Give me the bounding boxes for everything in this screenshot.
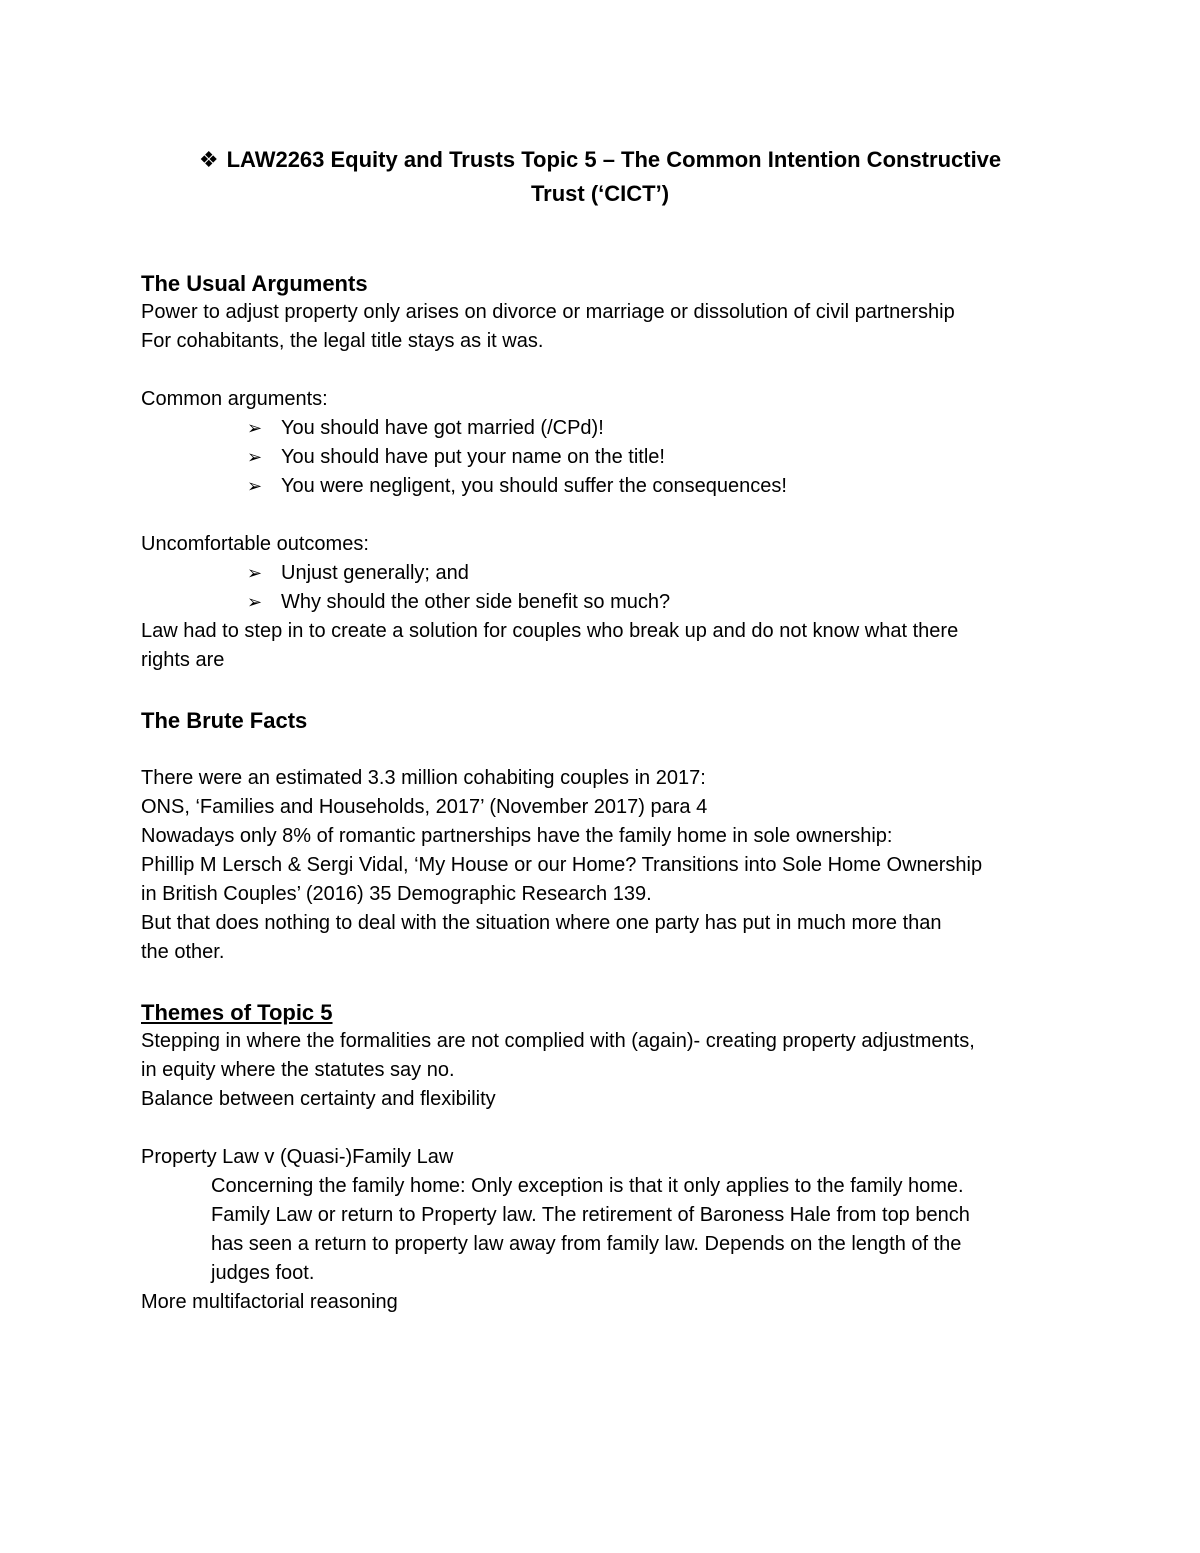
paragraph-text: rights are — [141, 649, 225, 671]
title-text-1: LAW2263 Equity and Trusts Topic 5 – The Common Intention Constructive — [226, 147, 1002, 172]
list-item-text: You should have put your name on the title! — [281, 446, 665, 468]
list-item — [141, 559, 1071, 588]
paragraph-text: For cohabitants, the legal title stays as it was. — [141, 330, 544, 352]
list-item — [141, 588, 1071, 617]
heading-themes-of-topic-5: Themes of Topic 5 — [141, 1000, 333, 1025]
list-item-text: Unjust generally; and — [281, 562, 469, 584]
list-item-text: Why should the other side benefit so much? — [281, 591, 671, 613]
uncomfortable-outcomes-label: Uncomfortable outcomes: — [141, 533, 369, 555]
paragraph-text: There were an estimated 3.3 million cohabiting couples in 2017: — [141, 767, 706, 789]
title-line-1 — [140, 143, 1060, 177]
paragraph-text: ONS, ‘Families and Households, 2017’ (November 2017) para 4 — [141, 796, 708, 818]
paragraph-text: But that does nothing to deal with the situation where one party has put in much more than — [141, 912, 942, 934]
paragraph-text: Stepping in where the formalities are not complied with (again)- creating property adjustments, — [141, 1030, 975, 1052]
list-item — [141, 472, 1071, 501]
document-body — [141, 269, 1071, 1317]
list-item — [141, 443, 1071, 472]
list-item — [141, 414, 1071, 443]
arrow-bullet-icon: ➢ — [247, 418, 263, 438]
arrow-bullet-icon: ➢ — [247, 563, 263, 583]
indented-text: Family Law or return to Property law. The retirement of Baroness Hale from top bench — [211, 1204, 970, 1226]
diamond-bullet-icon: ❖ — [198, 147, 219, 172]
paragraph-text: Nowadays only 8% of romantic partnerships have the family home in sole ownership: — [141, 825, 893, 847]
paragraph-text: in British Couples’ (2016) 35 Demographic Research 139. — [141, 883, 652, 905]
paragraph-text: Property Law v (Quasi-)Family Law — [141, 1146, 454, 1168]
heading-usual-arguments: The Usual Arguments — [141, 271, 368, 296]
list-item-text: You should have got married (/CPd)! — [281, 417, 604, 439]
heading-brute-facts: The Brute Facts — [141, 708, 308, 733]
paragraph-text: in equity where the statutes say no. — [141, 1059, 455, 1081]
common-arguments-label: Common arguments: — [141, 388, 328, 410]
paragraph-text: Balance between certainty and flexibility — [141, 1088, 496, 1110]
arrow-bullet-icon: ➢ — [247, 476, 263, 496]
indented-text: judges foot. — [211, 1262, 315, 1284]
document-title — [140, 143, 1060, 211]
arrow-bullet-icon: ➢ — [247, 592, 263, 612]
paragraph-text: More multifactorial reasoning — [141, 1291, 398, 1313]
indented-text: Concerning the family home: Only exception is that it only applies to the family home. — [211, 1175, 964, 1197]
indented-text: has seen a return to property law away from family law. Depends on the length of the — [211, 1233, 962, 1255]
paragraph-text: Power to adjust property only arises on divorce or marriage or dissolution of civil partnership — [141, 301, 955, 323]
paragraph-text: the other. — [141, 941, 225, 963]
paragraph-text: Phillip M Lersch & Sergi Vidal, ‘My House or our Home? Transitions into Sole Home Ownership — [141, 854, 983, 876]
title-line-2: Trust (‘CICT’) — [530, 181, 670, 206]
paragraph-text: Law had to step in to create a solution for couples who break up and do not know what there — [141, 620, 959, 642]
arrow-bullet-icon: ➢ — [247, 447, 263, 467]
list-item-text: You were negligent, you should suffer the consequences! — [281, 475, 787, 497]
